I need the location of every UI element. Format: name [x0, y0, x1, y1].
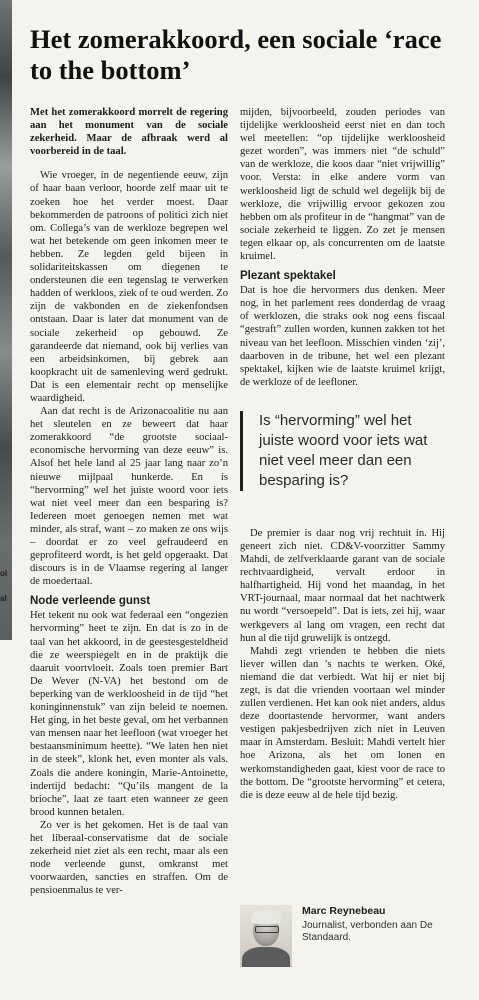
adjacent-caption-fragment: al [0, 594, 7, 603]
body-paragraph: De premier is daar nog vrij rechtuit in. Hij geneert zich niet. CD&V-voorzitter Sammy Mahdi, de zelfverklaarde garant van de sociale rechtvaardigheid, vervalt erdoor in halfhartigheid. Hij vond het maandag, in het VRT-journaal, maar normaal dat het nachtwerk nu wordt “versoepeld”. Dat is iets, zei hij, waar werkgevers al lang om vragen, een recht dat hun al die tijd gruwelijk is ontzegd. [240, 527, 445, 644]
body-paragraph: Wie vroeger, in de negentiende eeuw, zijn of haar baan verloor, hoorde zelf maar uit te zoeken hoe het verder moest. Daar bekommerden de patroons of politici zich niet om. Collega’s van de werkloze begrepen wel wat het betekende om geen inkomen meer te hebben. Ze legden geld bijeen in solidariteitskassen om diegenen te ondersteunen die een tegenslag te verwerken hadden of werkloos, ziek of te oud werden. Zo zijn de vakbonden en de ziekenfondsen ontstaan. Daar is later dat monument van de sociale zekerheid op gebouwd. Ze garandeerde dat niemand, ook bij verlies van een arbeidsinkomen, bij gebrek aan koopkracht uit de samenleving werd gedrukt. Dat is een elementair recht op menselijke waardigheid. [30, 170, 228, 404]
adjacent-article-photo [0, 0, 12, 640]
article-headline: Het zomerakkoord, een sociale ‘race to the bottom’ [30, 24, 442, 85]
article-column-right [240, 106, 445, 802]
adjacent-caption-fragment: ol [0, 569, 8, 578]
body-paragraph: Het tekent nu ook wat federaal een “ongezien hervorming” heet te zijn. En dat is zo in de taal van het akkoord, in de geestesgesteldheid die ze weerspiegelt en in de praktijk die daaruit voortvloeit. Zoals toen premier Bart De Wever (N-VA) het bestond om de beperking van de werkloosheid in de tijd “het koninginnenstuk” van zijn beleid te noemen. Het ging, in het beste geval, om het verbannen van mensen naar het leefloon (wat vroeger het bestaansminimum heette). “We laten hen niet in de steek”, klonk het, even monter als vals. Zoals die andere koningin, Marie-Antoinette, indertijd bedacht: “Qu’ils mangent de la brioche”, laat ze taart eten wanneer ze geen brood kunnen betalen. [30, 610, 228, 818]
body-paragraph: Dat is hoe die hervormers dus denken. Meer nog, in het parlement rees donderdag de vraag of werklozen, die straks ook nog eens fiscaal “gestraft” zullen worden, kunnen zakken tot het niveau van het leefloon. Misschien vinden ‘zij’, daarboven in de tribune, het wel een plezant spektakel, kijken wie de laatste kruimel krijgt, de werkloze of de leefloner. [240, 285, 445, 388]
subheading: Node verleende gunst [30, 595, 151, 608]
author-bio: Journalist, verbonden aan De Standaard. [302, 920, 433, 944]
article-column-left [30, 106, 228, 897]
body-paragraph: mijden, bijvoorbeeld, zouden periodes van tijdelijke werkloosheid eerst niet en dan toch wel meetellen: “op tijdelijke werkloosheid gezet worden”, was immers niet “de schuld” van de werkloze, die koos daar “niet vrijwillig” voor. Versta: in elke andere vorm van werkloosheid ligt de schuld wel degelijk bij de werkloze, die vrijwillig ervoor gekozen zou hebben om als profiteur in de “hangmat” van de sociale zekerheid te liggen. Zo zet je mensen tegen elkaar op, als concurrenten om de laatste kruimel. [240, 107, 445, 263]
body-paragraph: Mahdi zegt vrienden te hebben die niets liever willen dan ’s nachts te werken. Oké, niemand die dat verbiedt. Wat hij er niet bij zegt, is dat die vrienden voortaan wel minder zullen verdienen. Het kan ook niet anders, aldus deze doortastende hervormer, want anders vestigen pakjesbedrijven zich niet in Leuven maar in Amsterdam. Besluit: Mahdi vertelt hier hoe Arizona, als het om lonen en werkomstandigheden gaat, kiest voor de race to the bottom. De “grootste hervorming” et cetera, die is deze eeuw al de hele tijd bezig. [240, 645, 445, 801]
body-paragraph: Zo ver is het gekomen. Het is de taal van het liberaal-conservatisme dat de sociale zekerheid niet ziet als een recht, maar als een node verleende gunst, omkranst met voorwaarden, sancties en straffen. Om de pensioenmalus te ver- [30, 819, 228, 897]
subheading: Plezant spektakel [240, 270, 336, 283]
author-name: Marc Reynebeau [302, 905, 386, 917]
pull-quote-text: Is “hervorming” wel het juiste woord voor iets wat niet veel meer dan een besparing is? [259, 411, 428, 489]
body-paragraph: Aan dat recht is de Arizonacoalitie nu aan het sleutelen en ze beweert dat haar zomerakkoord “de grootste sociaal-economische hervorming van deze eeuw” is. Alsof het hele land al 25 jaar lang naar zo’n nieuwe mijlpaal hunkerde. En is “hervorming” wel het juiste woord voor iets wat niet veel meer dan een besparing is? Iedereen moet genoegen nemen met wat minder, als straf, want – zo maken ze ons wijs – doordat er zo veel gefraudeerd en geprofiteerd wordt, is het geld opgeraakt. Dat discours is in de Vlaamse regering al langer de moedertaal. [30, 406, 228, 588]
author-portrait [240, 905, 292, 967]
article-lead: Met het zomerakkoord morrelt de regering aan het monument van de sociale zekerheid. Maar de afbraak werd al voorbereid in de taal. [30, 107, 228, 158]
pull-quote [240, 411, 445, 491]
